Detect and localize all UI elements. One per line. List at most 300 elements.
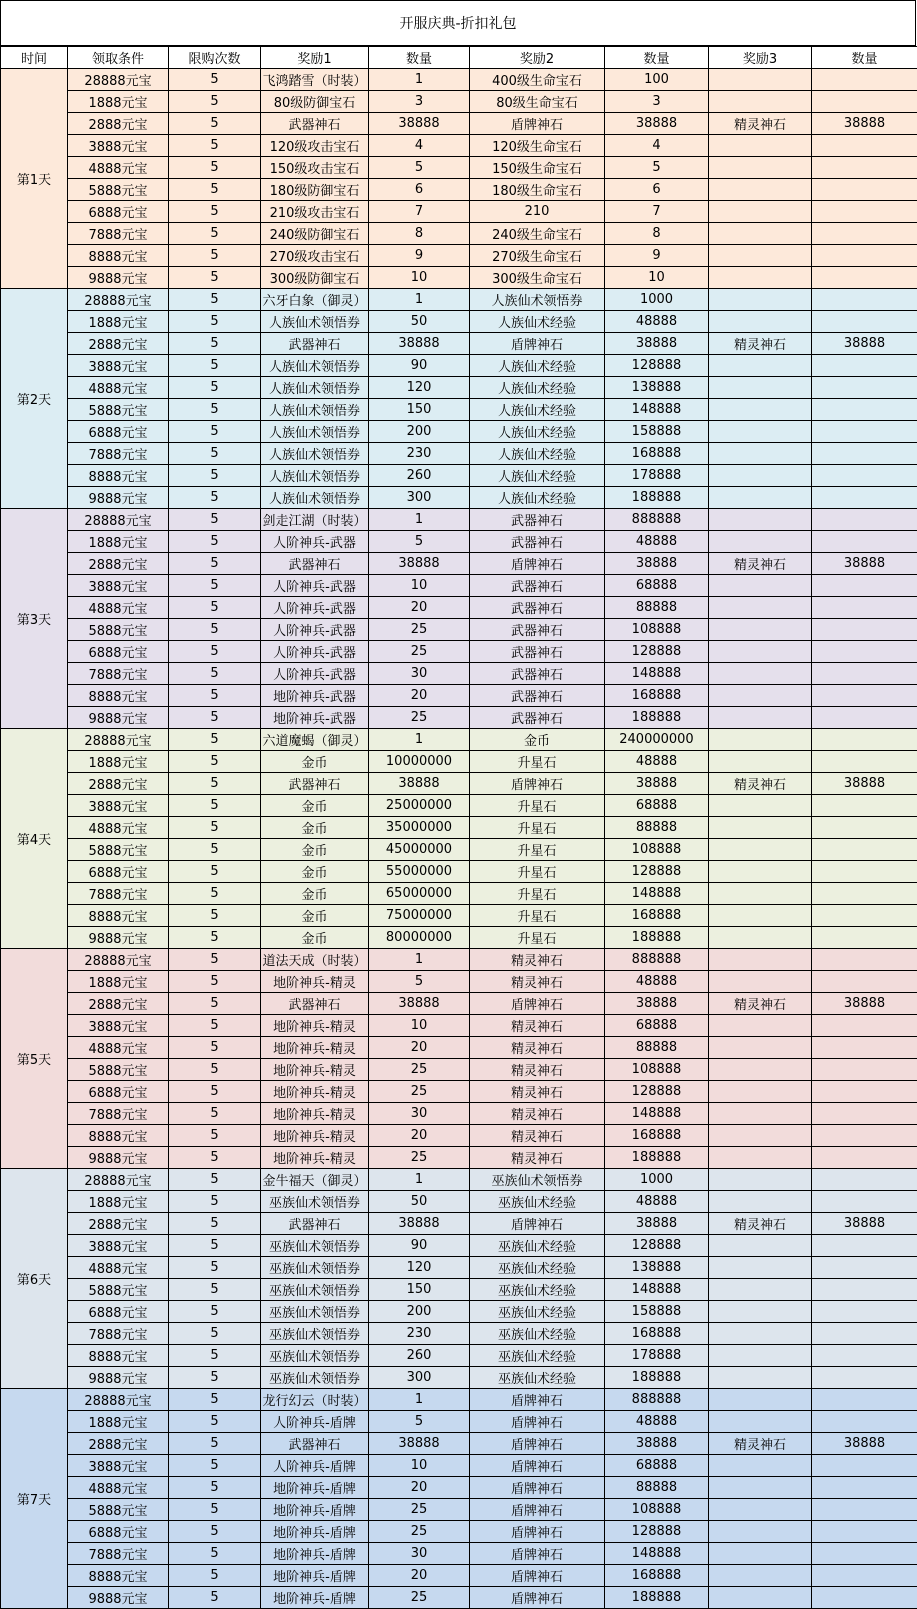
cell-qty2[interactable]: 128888	[605, 1235, 709, 1257]
cell-reward1[interactable]: 武器神石	[261, 1433, 369, 1455]
cell-reward1[interactable]: 180级防御宝石	[261, 179, 369, 201]
cell-condition[interactable]: 2888元宝	[68, 1213, 169, 1235]
cell-reward1[interactable]: 金币	[261, 751, 369, 773]
cell-reward1[interactable]: 金币	[261, 883, 369, 905]
cell-qty1[interactable]: 10	[369, 267, 470, 289]
cell-reward2[interactable]: 升星石	[470, 751, 605, 773]
cell-condition[interactable]: 7888元宝	[68, 1543, 169, 1565]
cell-limit[interactable]: 5	[169, 597, 261, 619]
cell-condition[interactable]: 7888元宝	[68, 223, 169, 245]
cell-qty1[interactable]: 5	[369, 157, 470, 179]
cell-reward1[interactable]: 人阶神兵-武器	[261, 619, 369, 641]
cell-qty2[interactable]: 48888	[605, 971, 709, 993]
cell-reward1[interactable]: 人族仙术领悟券	[261, 355, 369, 377]
cell-qty2[interactable]: 188888	[605, 1587, 709, 1609]
cell-reward1[interactable]: 武器神石	[261, 993, 369, 1015]
cell-qty1[interactable]: 45000000	[369, 839, 470, 861]
cell-reward3[interactable]	[709, 69, 812, 91]
cell-limit[interactable]: 5	[169, 1323, 261, 1345]
cell-condition[interactable]: 28888元宝	[68, 729, 169, 751]
cell-reward3[interactable]	[709, 861, 812, 883]
cell-qty1[interactable]: 10	[369, 1015, 470, 1037]
cell-reward1[interactable]: 地阶神兵-精灵	[261, 1103, 369, 1125]
cell-day[interactable]: 第5天	[1, 949, 68, 1169]
cell-qty1[interactable]: 38888	[369, 1433, 470, 1455]
cell-reward2[interactable]: 精灵神石	[470, 1015, 605, 1037]
cell-reward3[interactable]	[709, 751, 812, 773]
cell-qty3[interactable]	[812, 1059, 917, 1081]
cell-qty3[interactable]	[812, 971, 917, 993]
cell-condition[interactable]: 28888元宝	[68, 949, 169, 971]
cell-reward3[interactable]	[709, 487, 812, 509]
cell-qty1[interactable]: 5	[369, 531, 470, 553]
cell-qty2[interactable]: 4	[605, 135, 709, 157]
cell-limit[interactable]: 5	[169, 641, 261, 663]
cell-qty2[interactable]: 5	[605, 157, 709, 179]
cell-limit[interactable]: 5	[169, 1345, 261, 1367]
cell-limit[interactable]: 5	[169, 509, 261, 531]
header-condition[interactable]: 领取条件	[68, 47, 169, 69]
cell-condition[interactable]: 3888元宝	[68, 355, 169, 377]
cell-qty1[interactable]: 5	[369, 1411, 470, 1433]
cell-qty1[interactable]: 50	[369, 1191, 470, 1213]
header-reward2[interactable]: 奖励2	[470, 47, 605, 69]
cell-qty3[interactable]	[812, 1301, 917, 1323]
cell-reward1[interactable]: 人阶神兵-武器	[261, 663, 369, 685]
cell-condition[interactable]: 4888元宝	[68, 597, 169, 619]
cell-qty3[interactable]	[812, 1257, 917, 1279]
cell-qty2[interactable]: 48888	[605, 531, 709, 553]
cell-reward1[interactable]: 地阶神兵-精灵	[261, 1015, 369, 1037]
cell-qty1[interactable]: 230	[369, 1323, 470, 1345]
cell-limit[interactable]: 5	[169, 1521, 261, 1543]
cell-limit[interactable]: 5	[169, 1499, 261, 1521]
cell-reward1[interactable]: 金币	[261, 795, 369, 817]
cell-reward2[interactable]: 精灵神石	[470, 1125, 605, 1147]
cell-reward3[interactable]	[709, 223, 812, 245]
cell-condition[interactable]: 5888元宝	[68, 399, 169, 421]
cell-qty2[interactable]: 188888	[605, 1147, 709, 1169]
cell-qty3[interactable]	[812, 289, 917, 311]
cell-limit[interactable]: 5	[169, 729, 261, 751]
cell-condition[interactable]: 6888元宝	[68, 861, 169, 883]
cell-limit[interactable]: 5	[169, 685, 261, 707]
cell-reward1[interactable]: 剑走江湖（时装）	[261, 509, 369, 531]
cell-limit[interactable]: 5	[169, 377, 261, 399]
cell-reward1[interactable]: 210级攻击宝石	[261, 201, 369, 223]
cell-reward2[interactable]: 盾牌神石	[470, 1587, 605, 1609]
cell-qty2[interactable]: 128888	[605, 641, 709, 663]
cell-reward3[interactable]	[709, 311, 812, 333]
cell-qty1[interactable]: 300	[369, 487, 470, 509]
cell-qty2[interactable]: 148888	[605, 399, 709, 421]
cell-reward1[interactable]: 人阶神兵-武器	[261, 531, 369, 553]
cell-reward3[interactable]	[709, 949, 812, 971]
cell-reward1[interactable]: 道法天成（时装）	[261, 949, 369, 971]
cell-reward2[interactable]: 盾牌神石	[470, 993, 605, 1015]
cell-reward1[interactable]: 金币	[261, 839, 369, 861]
cell-qty2[interactable]: 48888	[605, 1411, 709, 1433]
cell-condition[interactable]: 28888元宝	[68, 1389, 169, 1411]
cell-limit[interactable]: 5	[169, 1103, 261, 1125]
cell-qty2[interactable]: 148888	[605, 1279, 709, 1301]
cell-condition[interactable]: 8888元宝	[68, 905, 169, 927]
cell-qty1[interactable]: 120	[369, 377, 470, 399]
cell-reward2[interactable]: 300级生命宝石	[470, 267, 605, 289]
cell-limit[interactable]: 5	[169, 861, 261, 883]
cell-qty1[interactable]: 1	[369, 1169, 470, 1191]
cell-reward3[interactable]	[709, 883, 812, 905]
cell-reward2[interactable]: 武器神石	[470, 509, 605, 531]
cell-reward1[interactable]: 人族仙术领悟券	[261, 465, 369, 487]
cell-reward3[interactable]	[709, 421, 812, 443]
cell-qty3[interactable]	[812, 795, 917, 817]
cell-reward3[interactable]	[709, 1499, 812, 1521]
cell-reward3[interactable]	[709, 1543, 812, 1565]
cell-qty1[interactable]: 30	[369, 663, 470, 685]
cell-reward2[interactable]: 盾牌神石	[470, 1433, 605, 1455]
cell-qty3[interactable]	[812, 707, 917, 729]
cell-qty1[interactable]: 1	[369, 509, 470, 531]
cell-reward2[interactable]: 人族仙术领悟券	[470, 289, 605, 311]
cell-reward1[interactable]: 300级防御宝石	[261, 267, 369, 289]
header-qty3[interactable]: 数量	[812, 47, 917, 69]
cell-reward3[interactable]	[709, 707, 812, 729]
cell-reward1[interactable]: 150级攻击宝石	[261, 157, 369, 179]
cell-limit[interactable]: 5	[169, 245, 261, 267]
cell-reward2[interactable]: 人族仙术经验	[470, 421, 605, 443]
cell-reward3[interactable]	[709, 817, 812, 839]
cell-limit[interactable]: 5	[169, 1477, 261, 1499]
cell-reward2[interactable]: 武器神石	[470, 685, 605, 707]
cell-reward3[interactable]	[709, 1565, 812, 1587]
cell-reward1[interactable]: 巫族仙术领悟券	[261, 1345, 369, 1367]
cell-condition[interactable]: 5888元宝	[68, 1059, 169, 1081]
cell-qty1[interactable]: 30	[369, 1543, 470, 1565]
cell-day[interactable]: 第3天	[1, 509, 68, 729]
cell-reward1[interactable]: 金币	[261, 927, 369, 949]
cell-reward3[interactable]	[709, 1345, 812, 1367]
cell-condition[interactable]: 9888元宝	[68, 267, 169, 289]
cell-reward2[interactable]: 盾牌神石	[470, 113, 605, 135]
cell-limit[interactable]: 5	[169, 465, 261, 487]
cell-reward2[interactable]: 巫族仙术经验	[470, 1345, 605, 1367]
cell-qty1[interactable]: 10	[369, 575, 470, 597]
cell-qty1[interactable]: 150	[369, 399, 470, 421]
cell-reward3[interactable]	[709, 1169, 812, 1191]
cell-reward2[interactable]: 精灵神石	[470, 1147, 605, 1169]
cell-reward2[interactable]: 150级生命宝石	[470, 157, 605, 179]
cell-reward2[interactable]: 升星石	[470, 817, 605, 839]
cell-qty1[interactable]: 25	[369, 707, 470, 729]
cell-qty1[interactable]: 6	[369, 179, 470, 201]
cell-qty1[interactable]: 55000000	[369, 861, 470, 883]
cell-condition[interactable]: 6888元宝	[68, 1301, 169, 1323]
cell-condition[interactable]: 2888元宝	[68, 553, 169, 575]
cell-reward1[interactable]: 地阶神兵-武器	[261, 685, 369, 707]
cell-qty3[interactable]	[812, 179, 917, 201]
cell-qty3[interactable]	[812, 1037, 917, 1059]
cell-qty3[interactable]	[812, 1147, 917, 1169]
cell-reward2[interactable]: 巫族仙术经验	[470, 1191, 605, 1213]
cell-limit[interactable]: 5	[169, 333, 261, 355]
cell-qty2[interactable]: 188888	[605, 1367, 709, 1389]
cell-reward1[interactable]: 地阶神兵-精灵	[261, 1081, 369, 1103]
cell-limit[interactable]: 5	[169, 1279, 261, 1301]
cell-condition[interactable]: 8888元宝	[68, 1565, 169, 1587]
cell-qty3[interactable]	[812, 575, 917, 597]
cell-qty3[interactable]: 38888	[812, 993, 917, 1015]
cell-limit[interactable]: 5	[169, 311, 261, 333]
cell-qty3[interactable]	[812, 69, 917, 91]
cell-reward1[interactable]: 巫族仙术领悟券	[261, 1301, 369, 1323]
cell-reward1[interactable]: 人族仙术领悟券	[261, 443, 369, 465]
cell-condition[interactable]: 1888元宝	[68, 971, 169, 993]
cell-condition[interactable]: 8888元宝	[68, 685, 169, 707]
cell-qty3[interactable]	[812, 377, 917, 399]
cell-limit[interactable]: 5	[169, 773, 261, 795]
cell-limit[interactable]: 5	[169, 1125, 261, 1147]
cell-reward2[interactable]: 升星石	[470, 883, 605, 905]
cell-qty3[interactable]	[812, 949, 917, 971]
cell-reward2[interactable]: 升星石	[470, 839, 605, 861]
cell-qty2[interactable]: 1000	[605, 289, 709, 311]
cell-qty1[interactable]: 20	[369, 597, 470, 619]
cell-qty3[interactable]	[812, 399, 917, 421]
cell-condition[interactable]: 4888元宝	[68, 817, 169, 839]
cell-reward1[interactable]: 地阶神兵-盾牌	[261, 1587, 369, 1609]
cell-reward1[interactable]: 金币	[261, 817, 369, 839]
cell-condition[interactable]: 3888元宝	[68, 1015, 169, 1037]
cell-reward2[interactable]: 巫族仙术经验	[470, 1367, 605, 1389]
cell-qty3[interactable]	[812, 1499, 917, 1521]
cell-qty3[interactable]	[812, 1169, 917, 1191]
cell-qty1[interactable]: 200	[369, 1301, 470, 1323]
cell-reward1[interactable]: 地阶神兵-盾牌	[261, 1565, 369, 1587]
cell-reward3[interactable]	[709, 1059, 812, 1081]
cell-qty1[interactable]: 38888	[369, 993, 470, 1015]
cell-limit[interactable]: 5	[169, 1587, 261, 1609]
cell-reward1[interactable]: 武器神石	[261, 553, 369, 575]
cell-reward2[interactable]: 盾牌神石	[470, 333, 605, 355]
cell-reward1[interactable]: 金牛福天（御灵）	[261, 1169, 369, 1191]
cell-reward2[interactable]: 升星石	[470, 861, 605, 883]
cell-condition[interactable]: 4888元宝	[68, 1477, 169, 1499]
cell-reward2[interactable]: 精灵神石	[470, 1059, 605, 1081]
cell-condition[interactable]: 1888元宝	[68, 1191, 169, 1213]
cell-qty2[interactable]: 38888	[605, 1213, 709, 1235]
cell-limit[interactable]: 5	[169, 1565, 261, 1587]
cell-limit[interactable]: 5	[169, 707, 261, 729]
cell-limit[interactable]: 5	[169, 553, 261, 575]
cell-qty1[interactable]: 80000000	[369, 927, 470, 949]
cell-qty3[interactable]	[812, 1191, 917, 1213]
cell-condition[interactable]: 5888元宝	[68, 1499, 169, 1521]
cell-reward3[interactable]	[709, 927, 812, 949]
cell-reward2[interactable]: 盾牌神石	[470, 1521, 605, 1543]
cell-qty1[interactable]: 230	[369, 443, 470, 465]
cell-condition[interactable]: 1888元宝	[68, 531, 169, 553]
cell-limit[interactable]: 5	[169, 1301, 261, 1323]
cell-qty3[interactable]	[812, 1367, 917, 1389]
cell-qty2[interactable]: 38888	[605, 773, 709, 795]
header-qty1[interactable]: 数量	[369, 47, 470, 69]
cell-qty1[interactable]: 20	[369, 1477, 470, 1499]
cell-qty1[interactable]: 38888	[369, 553, 470, 575]
cell-reward3[interactable]	[709, 355, 812, 377]
cell-qty3[interactable]	[812, 597, 917, 619]
cell-condition[interactable]: 3888元宝	[68, 1235, 169, 1257]
cell-qty2[interactable]: 48888	[605, 311, 709, 333]
cell-qty2[interactable]: 188888	[605, 707, 709, 729]
cell-reward3[interactable]	[709, 1103, 812, 1125]
cell-reward1[interactable]: 巫族仙术领悟券	[261, 1191, 369, 1213]
cell-limit[interactable]: 5	[169, 487, 261, 509]
cell-condition[interactable]: 9888元宝	[68, 927, 169, 949]
cell-reward1[interactable]: 270级攻击宝石	[261, 245, 369, 267]
cell-qty2[interactable]: 108888	[605, 839, 709, 861]
header-qty2[interactable]: 数量	[605, 47, 709, 69]
cell-qty2[interactable]: 128888	[605, 861, 709, 883]
cell-reward2[interactable]: 400级生命宝石	[470, 69, 605, 91]
cell-qty1[interactable]: 25	[369, 1587, 470, 1609]
cell-reward3[interactable]	[709, 377, 812, 399]
cell-condition[interactable]: 8888元宝	[68, 1125, 169, 1147]
cell-limit[interactable]: 5	[169, 1015, 261, 1037]
cell-qty3[interactable]	[812, 1081, 917, 1103]
cell-condition[interactable]: 7888元宝	[68, 1103, 169, 1125]
cell-reward2[interactable]: 盾牌神石	[470, 1477, 605, 1499]
cell-reward3[interactable]	[709, 729, 812, 751]
cell-qty2[interactable]: 3	[605, 91, 709, 113]
cell-condition[interactable]: 9888元宝	[68, 1147, 169, 1169]
cell-qty3[interactable]: 38888	[812, 1213, 917, 1235]
cell-qty1[interactable]: 90	[369, 1235, 470, 1257]
cell-qty2[interactable]: 38888	[605, 113, 709, 135]
cell-qty3[interactable]: 38888	[812, 1433, 917, 1455]
cell-qty2[interactable]: 158888	[605, 1301, 709, 1323]
cell-limit[interactable]: 5	[169, 399, 261, 421]
cell-reward1[interactable]: 巫族仙术领悟券	[261, 1257, 369, 1279]
cell-limit[interactable]: 5	[169, 113, 261, 135]
cell-qty3[interactable]	[812, 355, 917, 377]
cell-qty2[interactable]: 48888	[605, 751, 709, 773]
cell-qty1[interactable]: 25000000	[369, 795, 470, 817]
cell-reward1[interactable]: 人族仙术领悟券	[261, 421, 369, 443]
cell-condition[interactable]: 6888元宝	[68, 1521, 169, 1543]
cell-reward1[interactable]: 地阶神兵-精灵	[261, 1037, 369, 1059]
cell-qty2[interactable]: 38888	[605, 1433, 709, 1455]
cell-reward3[interactable]: 精灵神石	[709, 773, 812, 795]
cell-qty1[interactable]: 1	[369, 69, 470, 91]
cell-reward2[interactable]: 精灵神石	[470, 1103, 605, 1125]
cell-reward1[interactable]: 地阶神兵-精灵	[261, 1147, 369, 1169]
cell-reward3[interactable]	[709, 465, 812, 487]
cell-reward3[interactable]	[709, 201, 812, 223]
cell-qty2[interactable]: 888888	[605, 1389, 709, 1411]
cell-qty3[interactable]	[812, 267, 917, 289]
cell-qty2[interactable]: 168888	[605, 905, 709, 927]
cell-reward3[interactable]	[709, 1125, 812, 1147]
cell-reward2[interactable]: 巫族仙术经验	[470, 1257, 605, 1279]
cell-reward1[interactable]: 地阶神兵-武器	[261, 707, 369, 729]
cell-qty1[interactable]: 1	[369, 729, 470, 751]
cell-reward3[interactable]	[709, 663, 812, 685]
cell-limit[interactable]: 5	[169, 289, 261, 311]
cell-reward1[interactable]: 龙行幻云（时装）	[261, 1389, 369, 1411]
cell-reward2[interactable]: 武器神石	[470, 619, 605, 641]
cell-qty3[interactable]	[812, 311, 917, 333]
cell-reward3[interactable]	[709, 1279, 812, 1301]
cell-limit[interactable]: 5	[169, 531, 261, 553]
cell-qty3[interactable]	[812, 157, 917, 179]
cell-qty3[interactable]	[812, 1125, 917, 1147]
cell-condition[interactable]: 9888元宝	[68, 1587, 169, 1609]
cell-condition[interactable]: 5888元宝	[68, 619, 169, 641]
cell-limit[interactable]: 5	[169, 1389, 261, 1411]
cell-reward3[interactable]	[709, 619, 812, 641]
cell-reward1[interactable]: 金币	[261, 905, 369, 927]
cell-reward1[interactable]: 武器神石	[261, 113, 369, 135]
cell-qty3[interactable]: 38888	[812, 333, 917, 355]
cell-reward3[interactable]	[709, 399, 812, 421]
cell-limit[interactable]: 5	[169, 795, 261, 817]
header-time[interactable]: 时间	[1, 47, 68, 69]
cell-reward3[interactable]	[709, 685, 812, 707]
cell-limit[interactable]: 5	[169, 971, 261, 993]
cell-limit[interactable]: 5	[169, 69, 261, 91]
cell-limit[interactable]: 5	[169, 1081, 261, 1103]
cell-qty2[interactable]: 888888	[605, 509, 709, 531]
cell-reward3[interactable]	[709, 1477, 812, 1499]
cell-reward2[interactable]: 人族仙术经验	[470, 487, 605, 509]
cell-reward2[interactable]: 巫族仙术经验	[470, 1235, 605, 1257]
cell-qty2[interactable]: 108888	[605, 1059, 709, 1081]
cell-condition[interactable]: 8888元宝	[68, 465, 169, 487]
cell-reward2[interactable]: 金币	[470, 729, 605, 751]
cell-qty3[interactable]	[812, 509, 917, 531]
cell-reward2[interactable]: 巫族仙术经验	[470, 1301, 605, 1323]
cell-condition[interactable]: 9888元宝	[68, 487, 169, 509]
cell-qty2[interactable]: 88888	[605, 1037, 709, 1059]
cell-qty3[interactable]: 38888	[812, 553, 917, 575]
cell-limit[interactable]: 5	[169, 1213, 261, 1235]
cell-condition[interactable]: 1888元宝	[68, 311, 169, 333]
cell-reward1[interactable]: 人族仙术领悟券	[261, 377, 369, 399]
cell-reward3[interactable]	[709, 509, 812, 531]
cell-condition[interactable]: 8888元宝	[68, 245, 169, 267]
cell-condition[interactable]: 28888元宝	[68, 69, 169, 91]
cell-reward1[interactable]: 地阶神兵-精灵	[261, 971, 369, 993]
cell-qty2[interactable]: 1000	[605, 1169, 709, 1191]
cell-reward1[interactable]: 人族仙术领悟券	[261, 311, 369, 333]
cell-qty2[interactable]: 168888	[605, 1323, 709, 1345]
cell-condition[interactable]: 1888元宝	[68, 1411, 169, 1433]
cell-condition[interactable]: 2888元宝	[68, 1433, 169, 1455]
cell-qty1[interactable]: 90	[369, 355, 470, 377]
cell-reward2[interactable]: 180级生命宝石	[470, 179, 605, 201]
cell-qty1[interactable]: 20	[369, 1037, 470, 1059]
cell-qty2[interactable]: 178888	[605, 465, 709, 487]
cell-condition[interactable]: 2888元宝	[68, 113, 169, 135]
cell-qty2[interactable]: 148888	[605, 1543, 709, 1565]
cell-limit[interactable]: 5	[169, 905, 261, 927]
cell-qty1[interactable]: 7	[369, 201, 470, 223]
cell-qty2[interactable]: 178888	[605, 1345, 709, 1367]
cell-reward3[interactable]	[709, 245, 812, 267]
cell-qty1[interactable]: 260	[369, 1345, 470, 1367]
cell-reward2[interactable]: 精灵神石	[470, 949, 605, 971]
